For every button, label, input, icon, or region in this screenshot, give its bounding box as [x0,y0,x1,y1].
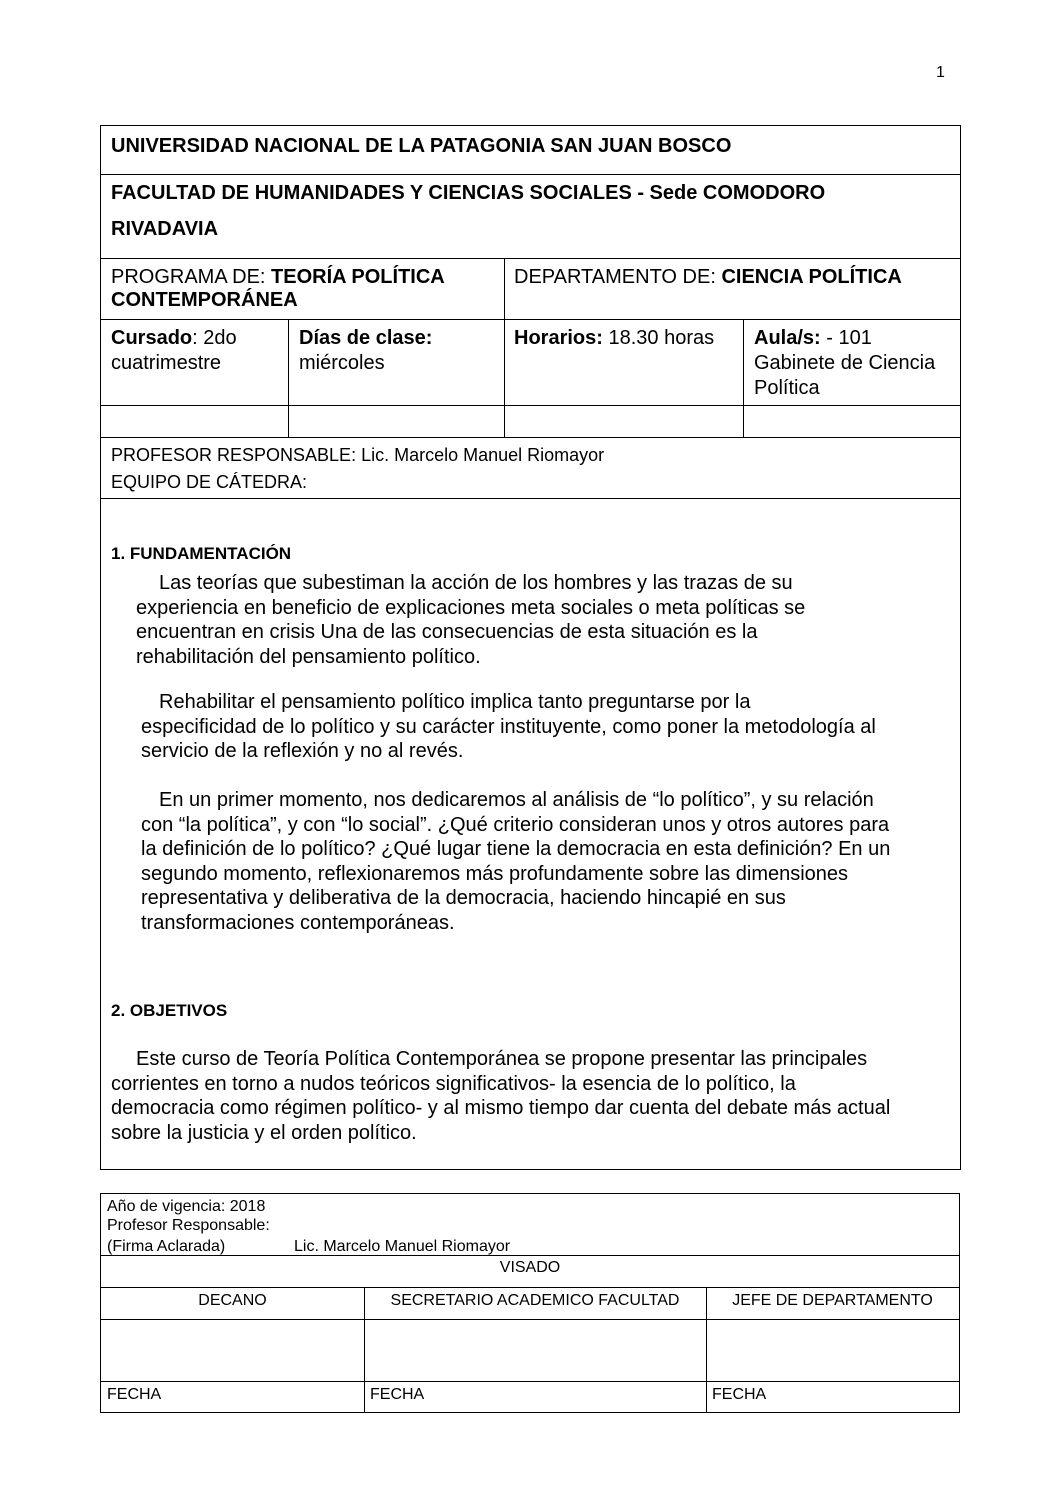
col-divider [743,319,744,437]
program-form [100,125,961,1170]
text-line: especificidad de lo político y su carácter instituyente, como poner la metodología al [141,715,876,738]
section-1-title: 1. FUNDAMENTACIÓN [111,544,292,563]
approval-table [100,1193,960,1413]
text-line: representativa y deliberativa de la democracia, haciendo hincapié en sus [141,887,786,909]
text-line: servicio de la reflexión y no al revés. [141,740,464,762]
aula-value: - 101 [820,327,872,349]
text-line: Las teorías que subestiman la acción de los hombres y las trazas de su [159,572,793,594]
text-line: corrientes en torno a nudos teóricos significativos- la esencia de lo político, la [111,1072,796,1095]
cursado-value-cont: cuatrimestre [111,352,222,374]
row-divider [101,498,960,499]
firma-name: Lic. Marcelo Manuel Riomayor [294,1238,511,1255]
cursado-value: : 2do [192,327,237,349]
horarios-label: Horarios: [514,327,603,349]
section-1-paragraph-2 [141,690,876,764]
dias-label: Días de clase: [299,327,433,349]
text-line: con “la política”, y con “lo social”. ¿Qué criterio consideran unos y otros autores para [141,813,890,836]
equipo-catedra: EQUIPO DE CÁTEDRA: [111,472,308,492]
decano-header: DECANO [198,1292,267,1309]
text-line: sobre la justicia y el orden político. [111,1121,417,1144]
university-name: UNIVERSIDAD NACIONAL DE LA PATAGONIA SAN JUAN BOSCO [111,135,732,157]
text-line: Este curso de Teoría Política Contemporánea se propone presentar las principales [136,1048,868,1070]
row-divider [101,1255,959,1256]
staff-cell [111,442,604,496]
col-divider [504,258,505,319]
aula-label: Aula/s: [754,327,821,349]
row-divider [101,319,960,320]
visado-label: VISADO [499,1259,561,1276]
page-number: 1 [936,64,945,81]
text-line: En un primer momento, nos dedicaremos al análisis de “lo político”, y su relación [159,789,874,811]
text-line: segundo momento, reflexionaremos más profundamente sobre las dimensiones [141,862,849,885]
vigencia: Año de vigencia: 2018 [107,1198,266,1215]
row-divider [101,1287,959,1288]
cursado-label: Cursado [111,327,193,349]
col-divider [504,319,505,437]
text-line: democracia como régimen político- y al mismo tiempo dar cuenta del debate más actual [111,1097,891,1119]
faculty-line-1: FACULTAD DE HUMANIDADES Y CIENCIAS SOCIALES - Sede COMODORO [111,182,826,204]
aula-cell [754,326,935,401]
dias-cell [299,326,432,376]
department-value: CIENCIA POLÍTICA [721,266,902,288]
program-value-cont: CONTEMPORÁNEA [111,289,298,311]
secretario-header: SECRETARIO ACADEMICO FACULTAD [390,1292,680,1309]
aula-value-2: Gabinete de Ciencia [754,352,936,374]
horarios-cell [514,326,714,351]
horarios-value: 18.30 horas [602,327,715,349]
section-2-title: 2. OBJETIVOS [111,1001,228,1020]
section-2-paragraph-1 [111,1047,890,1145]
profesor-responsable-label: Profesor Responsable: [107,1217,270,1234]
program-cell [111,266,445,312]
program-value: TEORÍA POLÍTICA [271,266,445,288]
fecha-decano: FECHA [107,1386,162,1403]
section-1-paragraph-3 [141,788,890,935]
fecha-jefe: FECHA [712,1386,767,1403]
department-cell [514,266,902,289]
cursado-cell [111,326,237,376]
row-divider [101,1319,959,1320]
profesor-responsable: PROFESOR RESPONSABLE: Lic. Marcelo Manuel Riomayor [111,445,605,465]
row-divider [101,437,960,438]
text-line: rehabilitación del pensamiento político. [136,645,481,668]
row-divider [101,1381,959,1382]
dias-value: miércoles [299,352,385,374]
faculty-line-2: RIVADAVIA [111,218,219,240]
aula-value-3: Política [754,377,820,399]
jefe-header: JEFE DE DEPARTAMENTO [732,1292,933,1309]
row-divider [101,174,960,175]
row-divider [101,405,960,406]
text-line: encuentran en crisis Una de las consecuencias de esta situación es la [136,621,758,643]
text-line: transformaciones contemporáneas. [141,911,455,934]
row-divider [101,258,960,259]
text-line: la definición de lo político? ¿Qué lugar tiene la democracia en esta definición? En un [141,838,891,860]
col-divider [288,319,289,437]
firma-aclarada-label: (Firma Aclarada) [107,1238,226,1255]
text-line: experiencia en beneficio de explicaciones meta sociales o meta políticas se [136,596,806,619]
program-label: PROGRAMA DE: [111,266,272,288]
text-line: Rehabilitar el pensamiento político implica tanto preguntarse por la [159,691,751,713]
department-label: DEPARTAMENTO DE: [514,266,722,288]
section-1-paragraph-1 [136,571,805,669]
fecha-secretario: FECHA [370,1386,425,1403]
